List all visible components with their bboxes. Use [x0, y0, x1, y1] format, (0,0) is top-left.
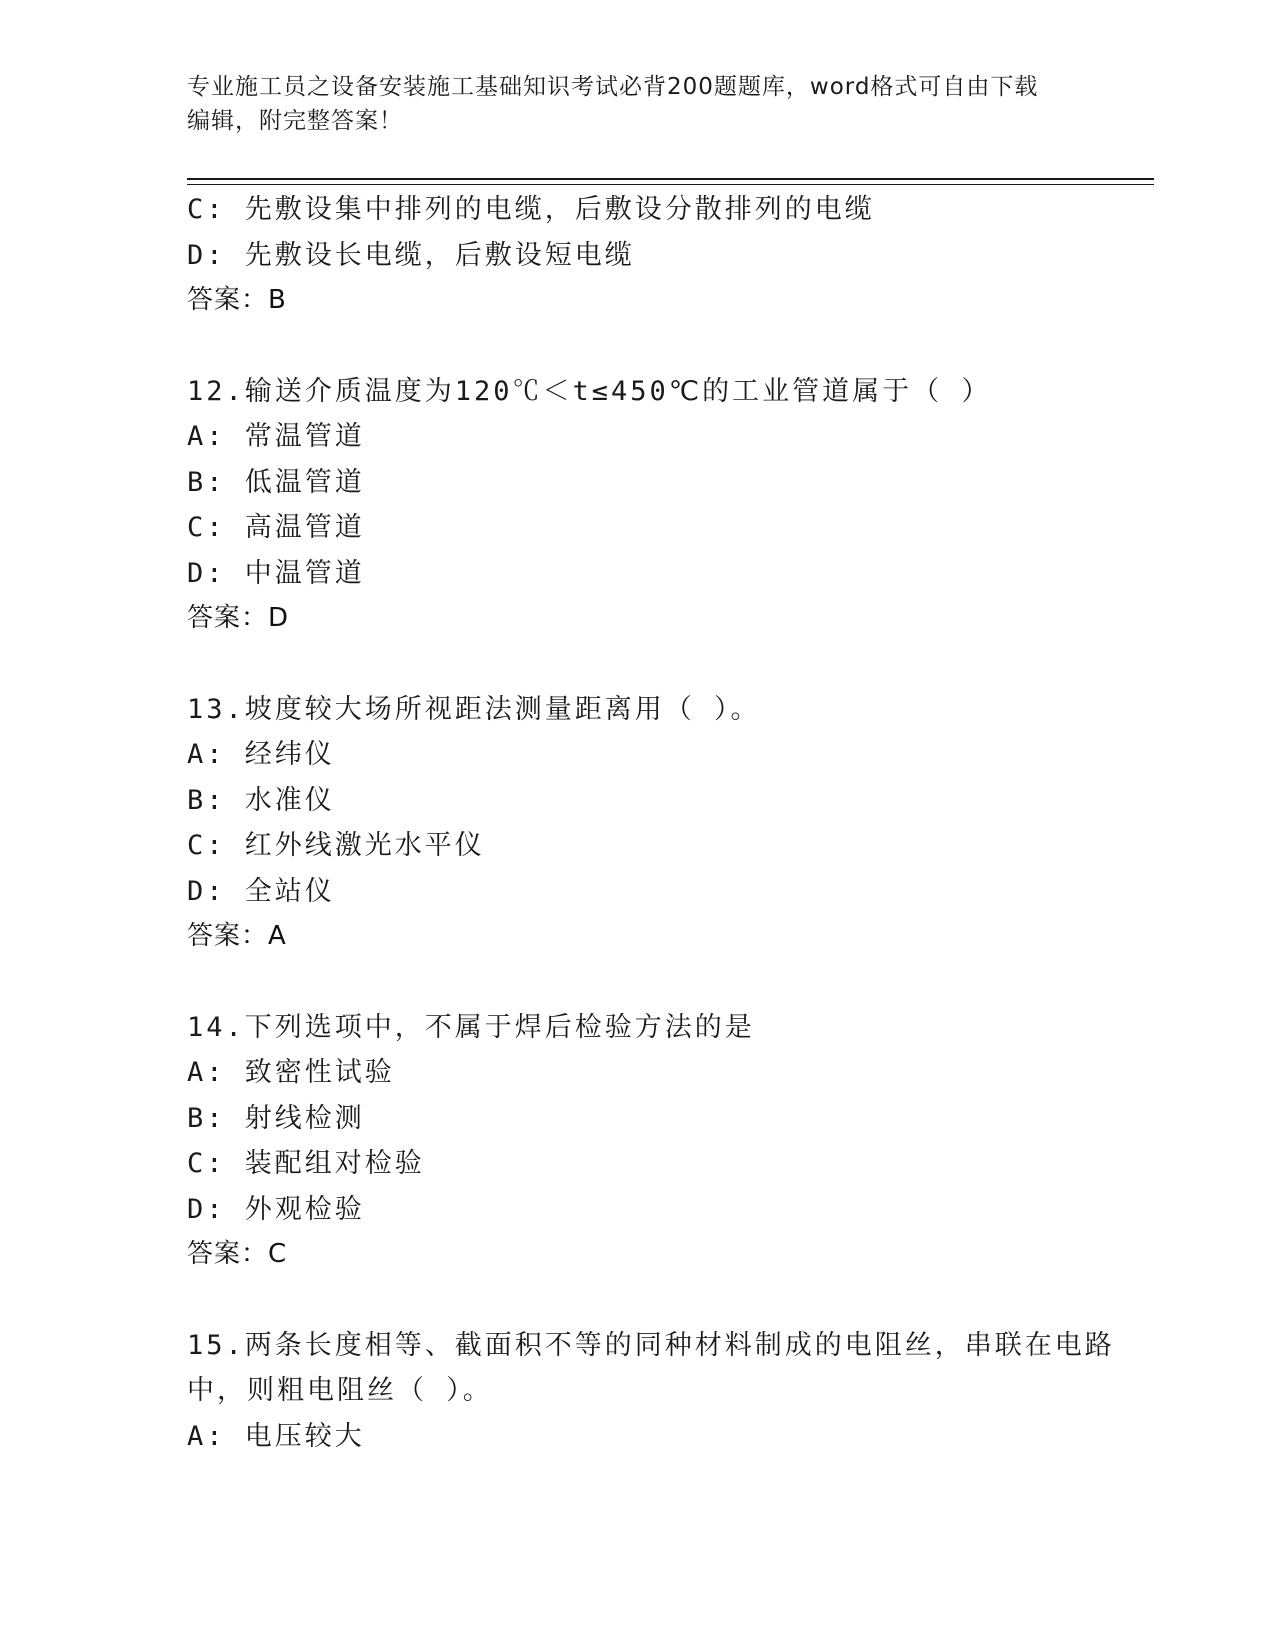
answer-line: 答案：C: [187, 1239, 288, 1269]
option-d: D: 中温管道: [187, 557, 365, 589]
option-a: A: 常温管道: [187, 421, 365, 452]
spacer: [187, 642, 1087, 687]
question-11: [187, 187, 1087, 324]
option-b: B: 低温管道: [187, 466, 365, 498]
option-c: C: 红外线激光水平仪: [187, 830, 485, 861]
option-c: C: 装配组对检验: [187, 1148, 425, 1179]
question-13: [187, 687, 1087, 960]
option-a: A: 致密性试验: [187, 1057, 395, 1088]
header-divider-thin: [187, 184, 1154, 185]
option-d: D: 外观检验: [187, 1193, 365, 1225]
question-15: [187, 1323, 1115, 1460]
question-stem-line-1: 15.两条长度相等、截面积不等的同种材料制成的电阻丝，串联在电路: [187, 1329, 1115, 1361]
answer-line: 答案：D: [187, 603, 290, 633]
question-stem: 14.下列选项中，不属于焊后检验方法的是: [187, 1011, 755, 1043]
option-d: D: 全站仪: [187, 875, 335, 907]
question-stem: 13.坡度较大场所视距法测量距离用（ ）。: [187, 693, 761, 725]
option-b: B: 水准仪: [187, 784, 335, 816]
option-c: C: 高温管道: [187, 512, 365, 543]
header-divider-thick: [187, 178, 1154, 180]
option-c: C: 先敷设集中排列的电缆，后敷设分散排列的电缆: [187, 194, 875, 225]
header-title-line-2: 编辑，附完整答案！: [187, 108, 403, 134]
question-list: [187, 187, 1115, 1459]
option-d: D: 先敷设长电缆，后敷设短电缆: [187, 239, 635, 271]
spacer: [187, 1278, 1087, 1323]
spacer: [187, 960, 1087, 1005]
question-12: [187, 369, 1087, 642]
question-stem-line-2: 中，则粗电阻丝（ ）。: [187, 1375, 493, 1406]
answer-line: 答案：B: [187, 285, 287, 315]
header-title-line-1: 专业施工员之设备安装施工基础知识考试必背200题题库，word格式可自由下载: [187, 74, 1039, 100]
option-a: A: 电压较大: [187, 1420, 365, 1452]
option-b: B: 射线检测: [187, 1102, 365, 1134]
document-header: [187, 70, 1087, 138]
spacer: [187, 324, 1087, 369]
answer-line: 答案：A: [187, 921, 287, 951]
question-stem: 12.输送介质温度为120℃＜t≤450℃的工业管道属于（ ）: [187, 375, 992, 407]
option-a: A: 经纬仪: [187, 739, 335, 770]
question-14: [187, 1005, 1087, 1278]
